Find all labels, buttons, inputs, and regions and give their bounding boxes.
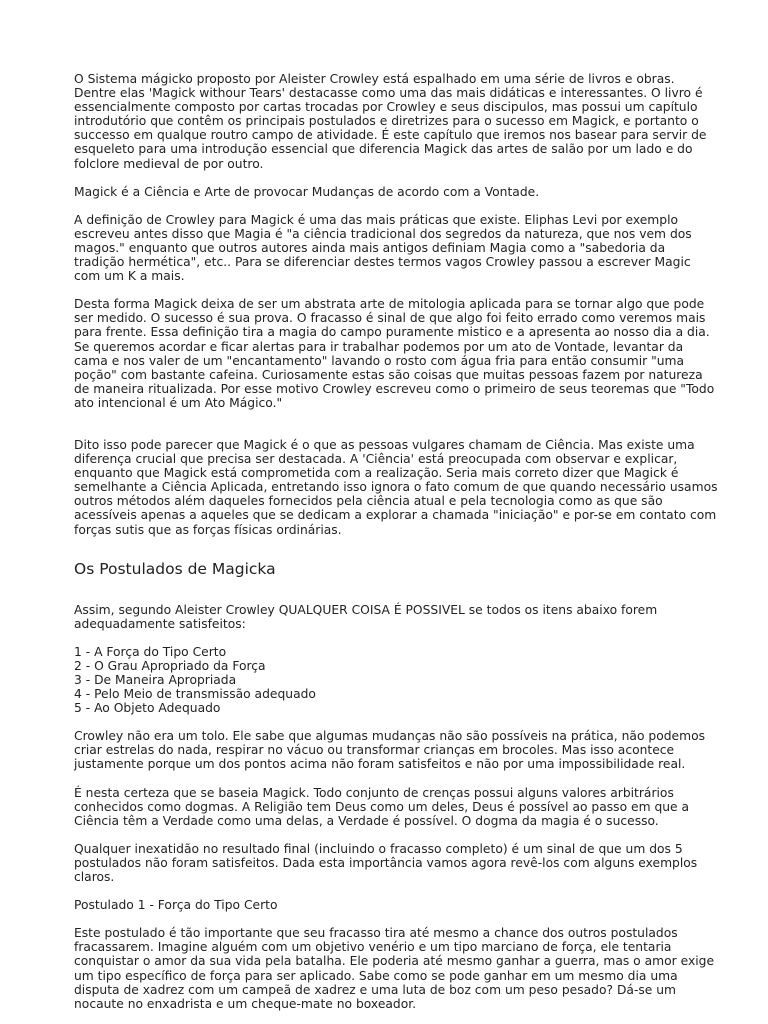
paragraph-intro: O Sistema mágicko proposto por Aleister Crowley está espalhado em uma série de livros e obras. Dentre elas 'Magick withour Tears' destacasse como uma das mais didáticas e interessantes. O livro é essencialmente composto por cartas trocadas por Crowley e seus discipulos, mas possui um capítulo introdutório que contêm os principais postulados e diretrizes para o sucesso em Magick, e portanto o successo em qualque routro campo de atividade. É este capítulo que iremos nos basear para servir de esqueleto para uma introdução essencial que diferencia Magick das artes de salão por um lado e do folclore medieval de por outro. xyxy=(74,72,707,171)
paragraph-dogma: É nesta certeza que se baseia Magick. Todo conjunto de crenças possui alguns valores arbitrários conhecidos como dogmas. A Religião tem Deus como um deles, Deus é possível ao passo em que a Ciência têm a Verdade como uma delas, a Verdade é possível. O dogma da magia é o sucesso. xyxy=(74,785,690,828)
paragraph-crowley-definition: A definição de Crowley para Magick é uma das mais práticas que existe. Eliphas Levi por exemplo escreveu antes disso que Magia é "a ciência tradicional dos segredos da natureza, que nos vem dos magos." enquanto que outros autores ainda mais antigos definiam Magia como a "sabedoria da tradição hermética", etc.. Para se diferenciar destes termos vagos Crowley passou a escrever Magic com um K a mais. xyxy=(74,212,692,284)
list-item: 5 - Ao Objeto Adequado xyxy=(74,701,221,716)
list-item: 1 - A Força do Tipo Certo xyxy=(74,644,227,659)
paragraph-science: Dito isso pode parecer que Magick é o que as pessoas vulgares chamam de Ciência. Mas existe uma diferença crucial que precisa ser destacada. A 'Ciência' está preocupada com observar e explicar, enquanto que Magick está comprometida com a realização. Seria mais correto dizer que Magick é semelhante a Ciência Aplicada, entretando isso ignora o fato comum de que quando necessário usamos outros métodos além daqueles fornecidos pela ciência atual e pela tecnologia como as que são acessíveis apenas a aqueles que se dedicam a explorar a chamada "iniciação" e por-se em contato com forças sutis que as forças físicas ordinárias. xyxy=(74,437,718,537)
paragraph-crowley-not-fool: Crowley não era um tolo. Ele sabe que algumas mudanças não são possíveis na prática, não podemos criar estrelas do nada, respirar no vácuo ou transformar crianças em brocoles. Mas isso acontece justamente porque um dos pontos acima não foram satisfeitos e não por uma impossibilidade real. xyxy=(74,729,705,772)
subheading-postulate-1: Postulado 1 - Força do Tipo Certo xyxy=(74,898,278,913)
section-heading: Os Postulados de Magicka xyxy=(74,559,276,578)
paragraph-inexactitude: Qualquer inexatidão no resultado final (incluindo o fracasso completo) é um sinal de que um dos 5 postulados não foram satisfeitos. Dada esta importância vamos agora revê-los com alguns exemplos claros. xyxy=(74,841,698,885)
list-item: 3 - De Maneira Apropriada xyxy=(74,673,237,687)
list-item: 4 - Pelo Meio de transmissão adequado xyxy=(74,687,316,702)
paragraph-measurable: Desta forma Magick deixa de ser um abstrata arte de mitologia aplicada para se tornar algo que pode ser medido. O sucesso é sua prova. O fracasso é sinal de que algo foi feito errado como veremos mais para frente. Essa definição tira a magia do campo puramente mistico e a apresenta ao nosso dia a dia. Se queremos acordar e ficar alertas para ir trabalhar podemos por um ato de Vontade, levantar da cama e nos valer de um "encantamento" lavando o rosto com água fria para então consumir "uma poção" com bastante cafeina. Curiosamente estas são coisas que muitas pessoas fazem por natureza de maneira ritualizada. Por esse motivo Crowley escreveu como o primeiro de seus teoremas que "Todo ato intencional é um Ato Mágico." xyxy=(74,297,715,410)
list-item: 2 - O Grau Apropriado da Força xyxy=(74,658,266,673)
paragraph-definition: Magick é a Ciência e Arte de provocar Mudanças de acordo com a Vontade. xyxy=(74,184,540,199)
paragraph-postulates-intro: Assim, segundo Aleister Crowley QUALQUER COISA É POSSIVEL se todos os itens abaixo forem adequadamente satisfeitos: xyxy=(74,602,658,631)
postulates-list xyxy=(74,645,718,715)
paragraph-postulate-1: Este postulado é tão importante que seu fracasso tira até mesmo a chance dos outros postulados fracassarem. Imagine alguém com um objetivo venério e um tipo marciano de força, ele tentaria conquistar o amor da sua vida pela batalha. Ele poderia até mesmo ganhar a guerra, mas o amor exige um tipo específico de força para ser aplicado. Sabe como se pode ganhar em um mesmo dia uma disputa de xadrez com um campeã de xadrez e uma luta de boz com um peso pesado? Dá-se um nocaute no enxadrista e um cheque-mate no boxeador. xyxy=(74,926,715,1011)
